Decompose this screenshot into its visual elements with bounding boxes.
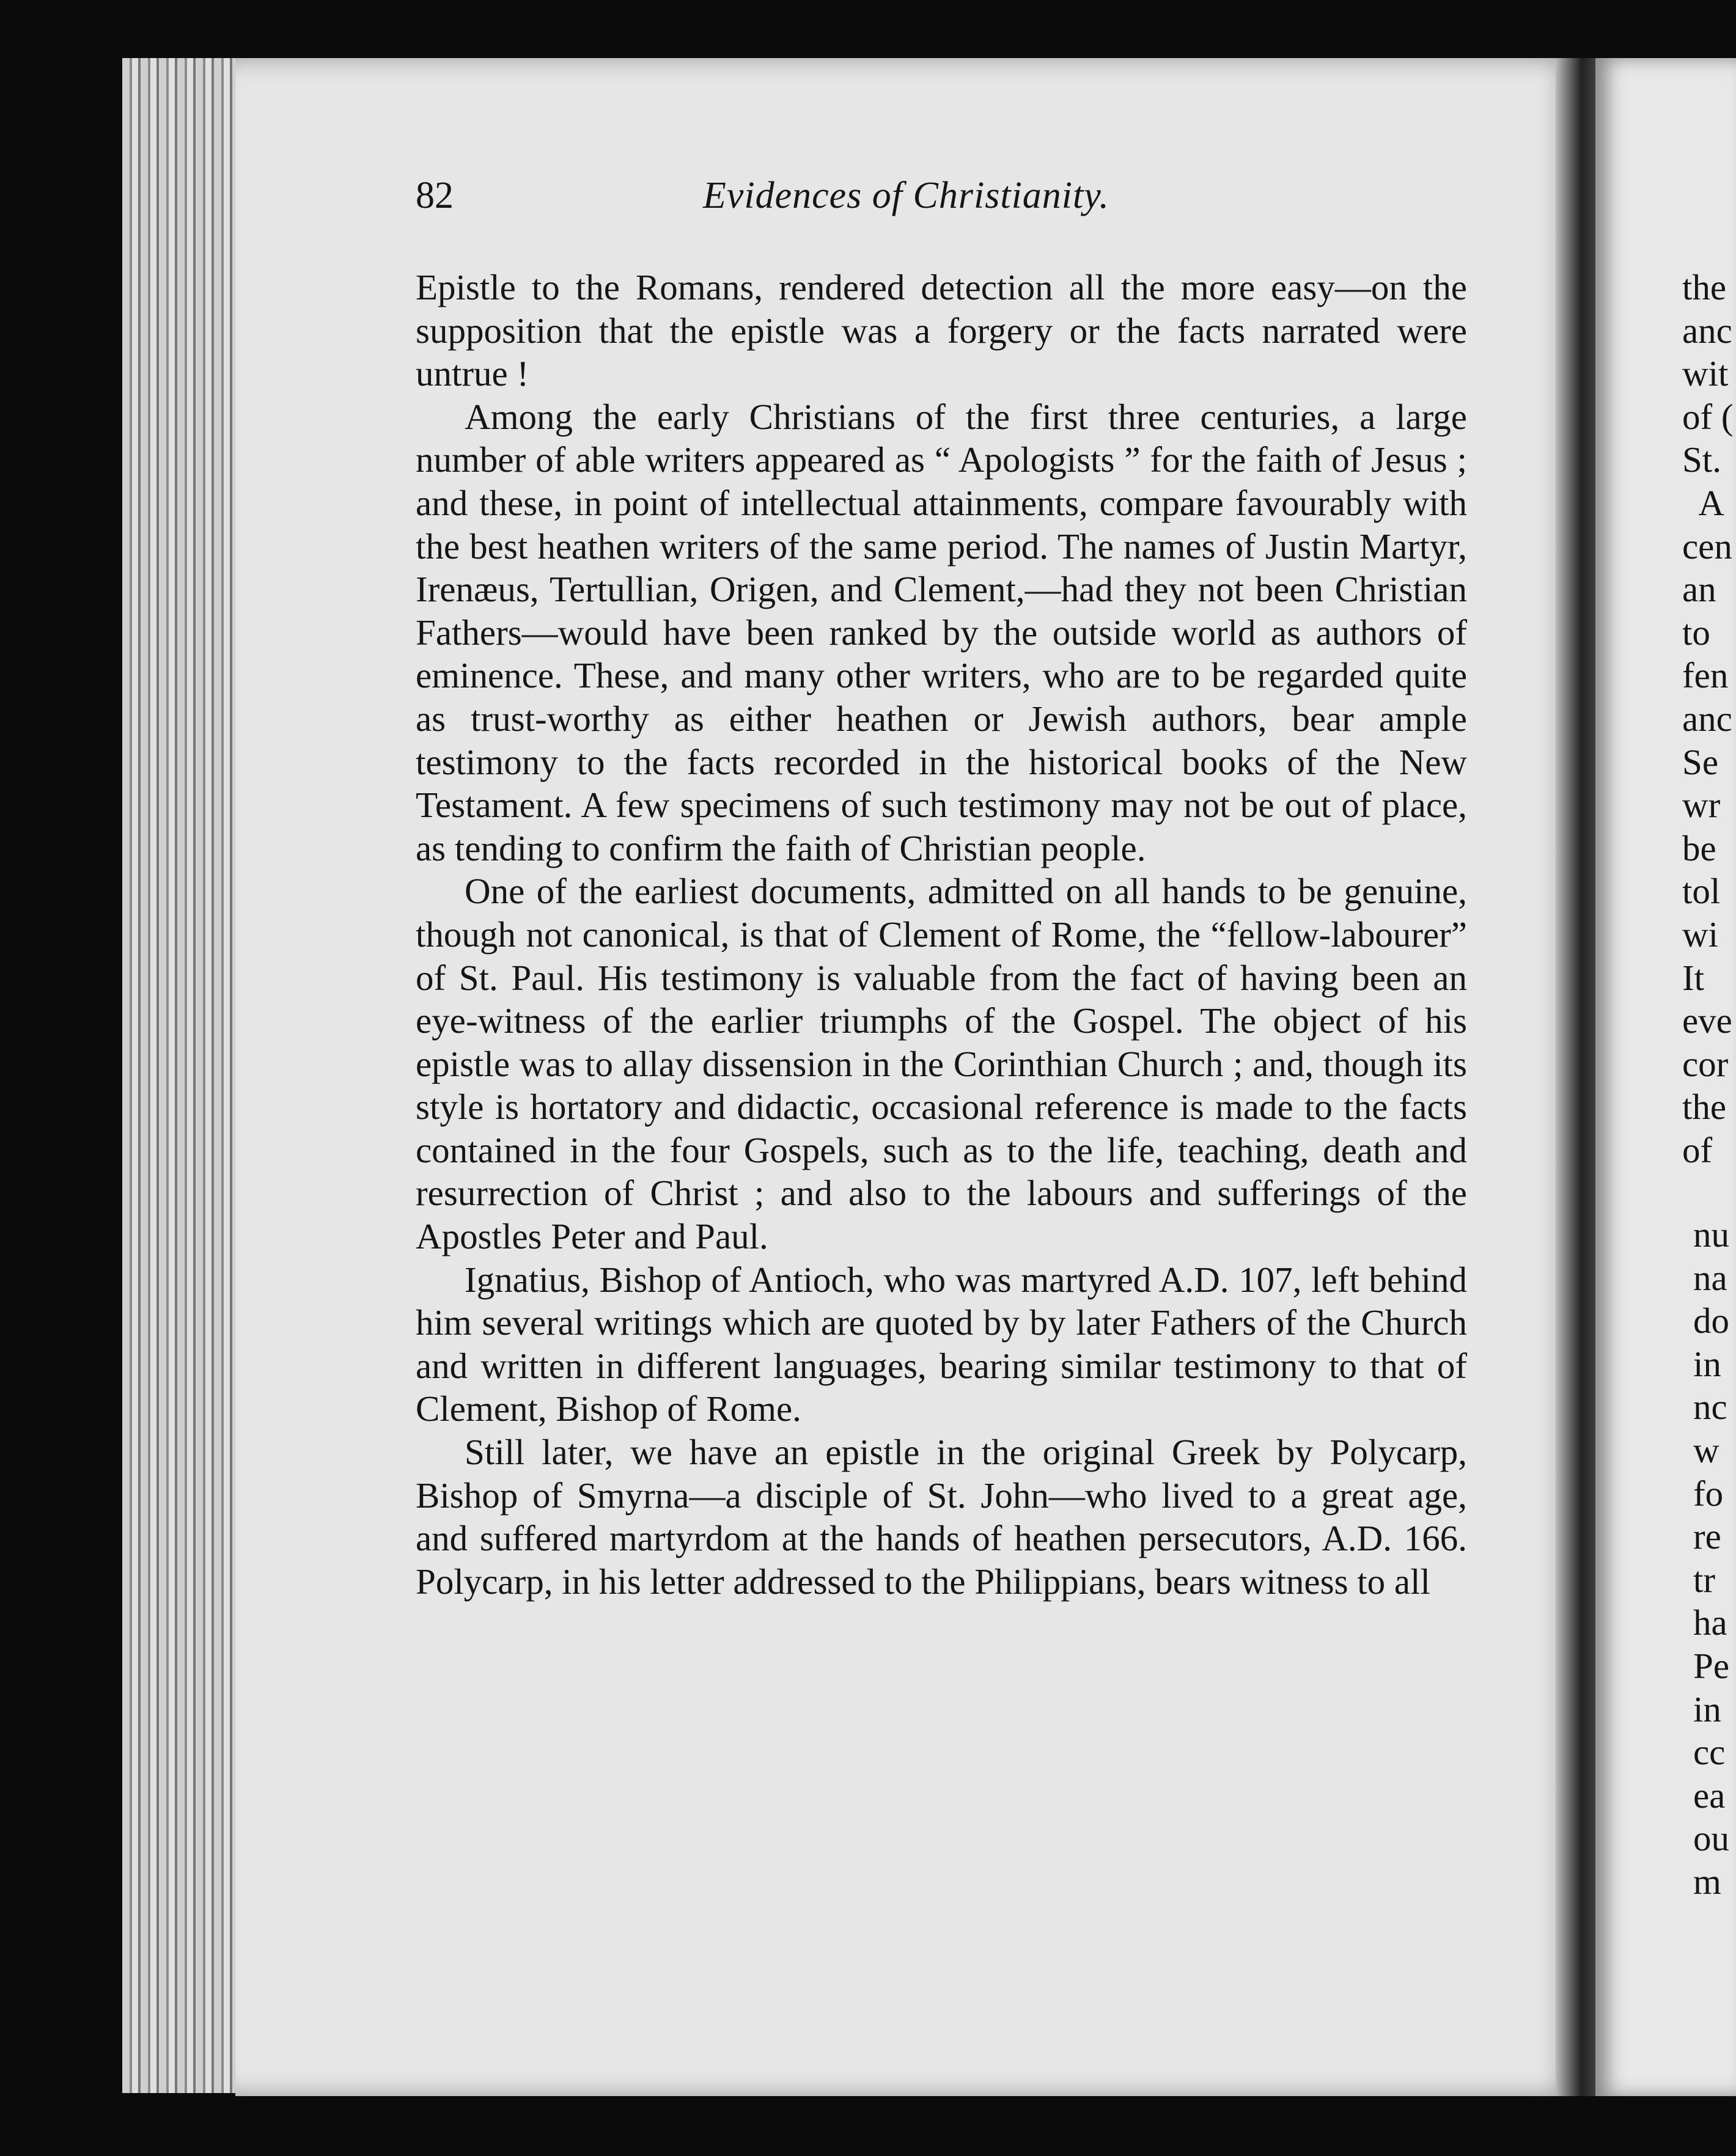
facing-page-fragments-bottom: nu na do in nc w fo re tr ha Pe in cc ea ou m — [1693, 1214, 1729, 1902]
facing-page-fragments-top: the anc wit of ( St. A cen an to fen anc Se wr be tol wi It eve cor the of — [1682, 267, 1734, 1170]
paragraph: One of the earliest documents, admitted on all hands to be genuine, though not canonical, is that of Clement of Rome, the “fellow-labourer” of St. Paul. His testimony is valuable from the fact of having been an eye-witness of the earlier triumphs of the Gospel. The object of his epistle was to allay dissension in the Corinthian Church ; and, though its style is hortatory and didactic, occasional reference is made to the facts contained in the four Gospels, such as to the life, teaching, death and resurrection of Christ ; and also to the labours and sufferings of the Apostles Peter and Paul. — [416, 871, 1467, 1257]
paragraph: Among the early Christians of the first three centuries, a large number of able writers appeared as “ Apologists ” for the faith of Jesus ; and these, in point of intellectual attainments, compare favourably with the best heathen writers of the same period. The names of Justin Martyr, Irenæus, Tertullian, Origen, and Clement,—had they not been Christian Fathers—would have been ranked by the outside world as authors of eminence. These, and many other writers, who are to be regarded quite as trust-worthy as either heathen or Jewish authors, bear ample testimony to the facts recorded in the historical books of the New Testament. A few specimens of such testimony may not be out of place, as tending to confirm the faith of Christian people. — [416, 396, 1467, 868]
paragraph: Ignatius, Bishop of Antioch, who was martyred A.D. 107, left behind him several writings which are quoted by by later Fathers of the Church and written in different languages, bearing similar testimony to that of Clement, Bishop of Rome. — [416, 1259, 1467, 1429]
page-block-edges — [122, 58, 245, 2093]
body-text — [416, 266, 1467, 1603]
paragraph: Epistle to the Romans, rendered detection all the more easy—on the supposition that the epistle was a forgery or the facts narrated were untrue ! — [416, 267, 1467, 394]
page-number: 82 — [416, 175, 454, 216]
book-gutter — [1556, 58, 1598, 2096]
running-title: Evidences of Christianity. — [703, 175, 1109, 216]
paragraph: Still later, we have an epistle in the original Greek by Polycarp, Bishop of Smyrna—a disciple of St. John—who lived to a great age, and suffered martyrdom at the hands of heathen persecutors, A.D. 166. Polycarp, in his letter addressed to the Philippians, bears witness to all — [416, 1432, 1467, 1602]
